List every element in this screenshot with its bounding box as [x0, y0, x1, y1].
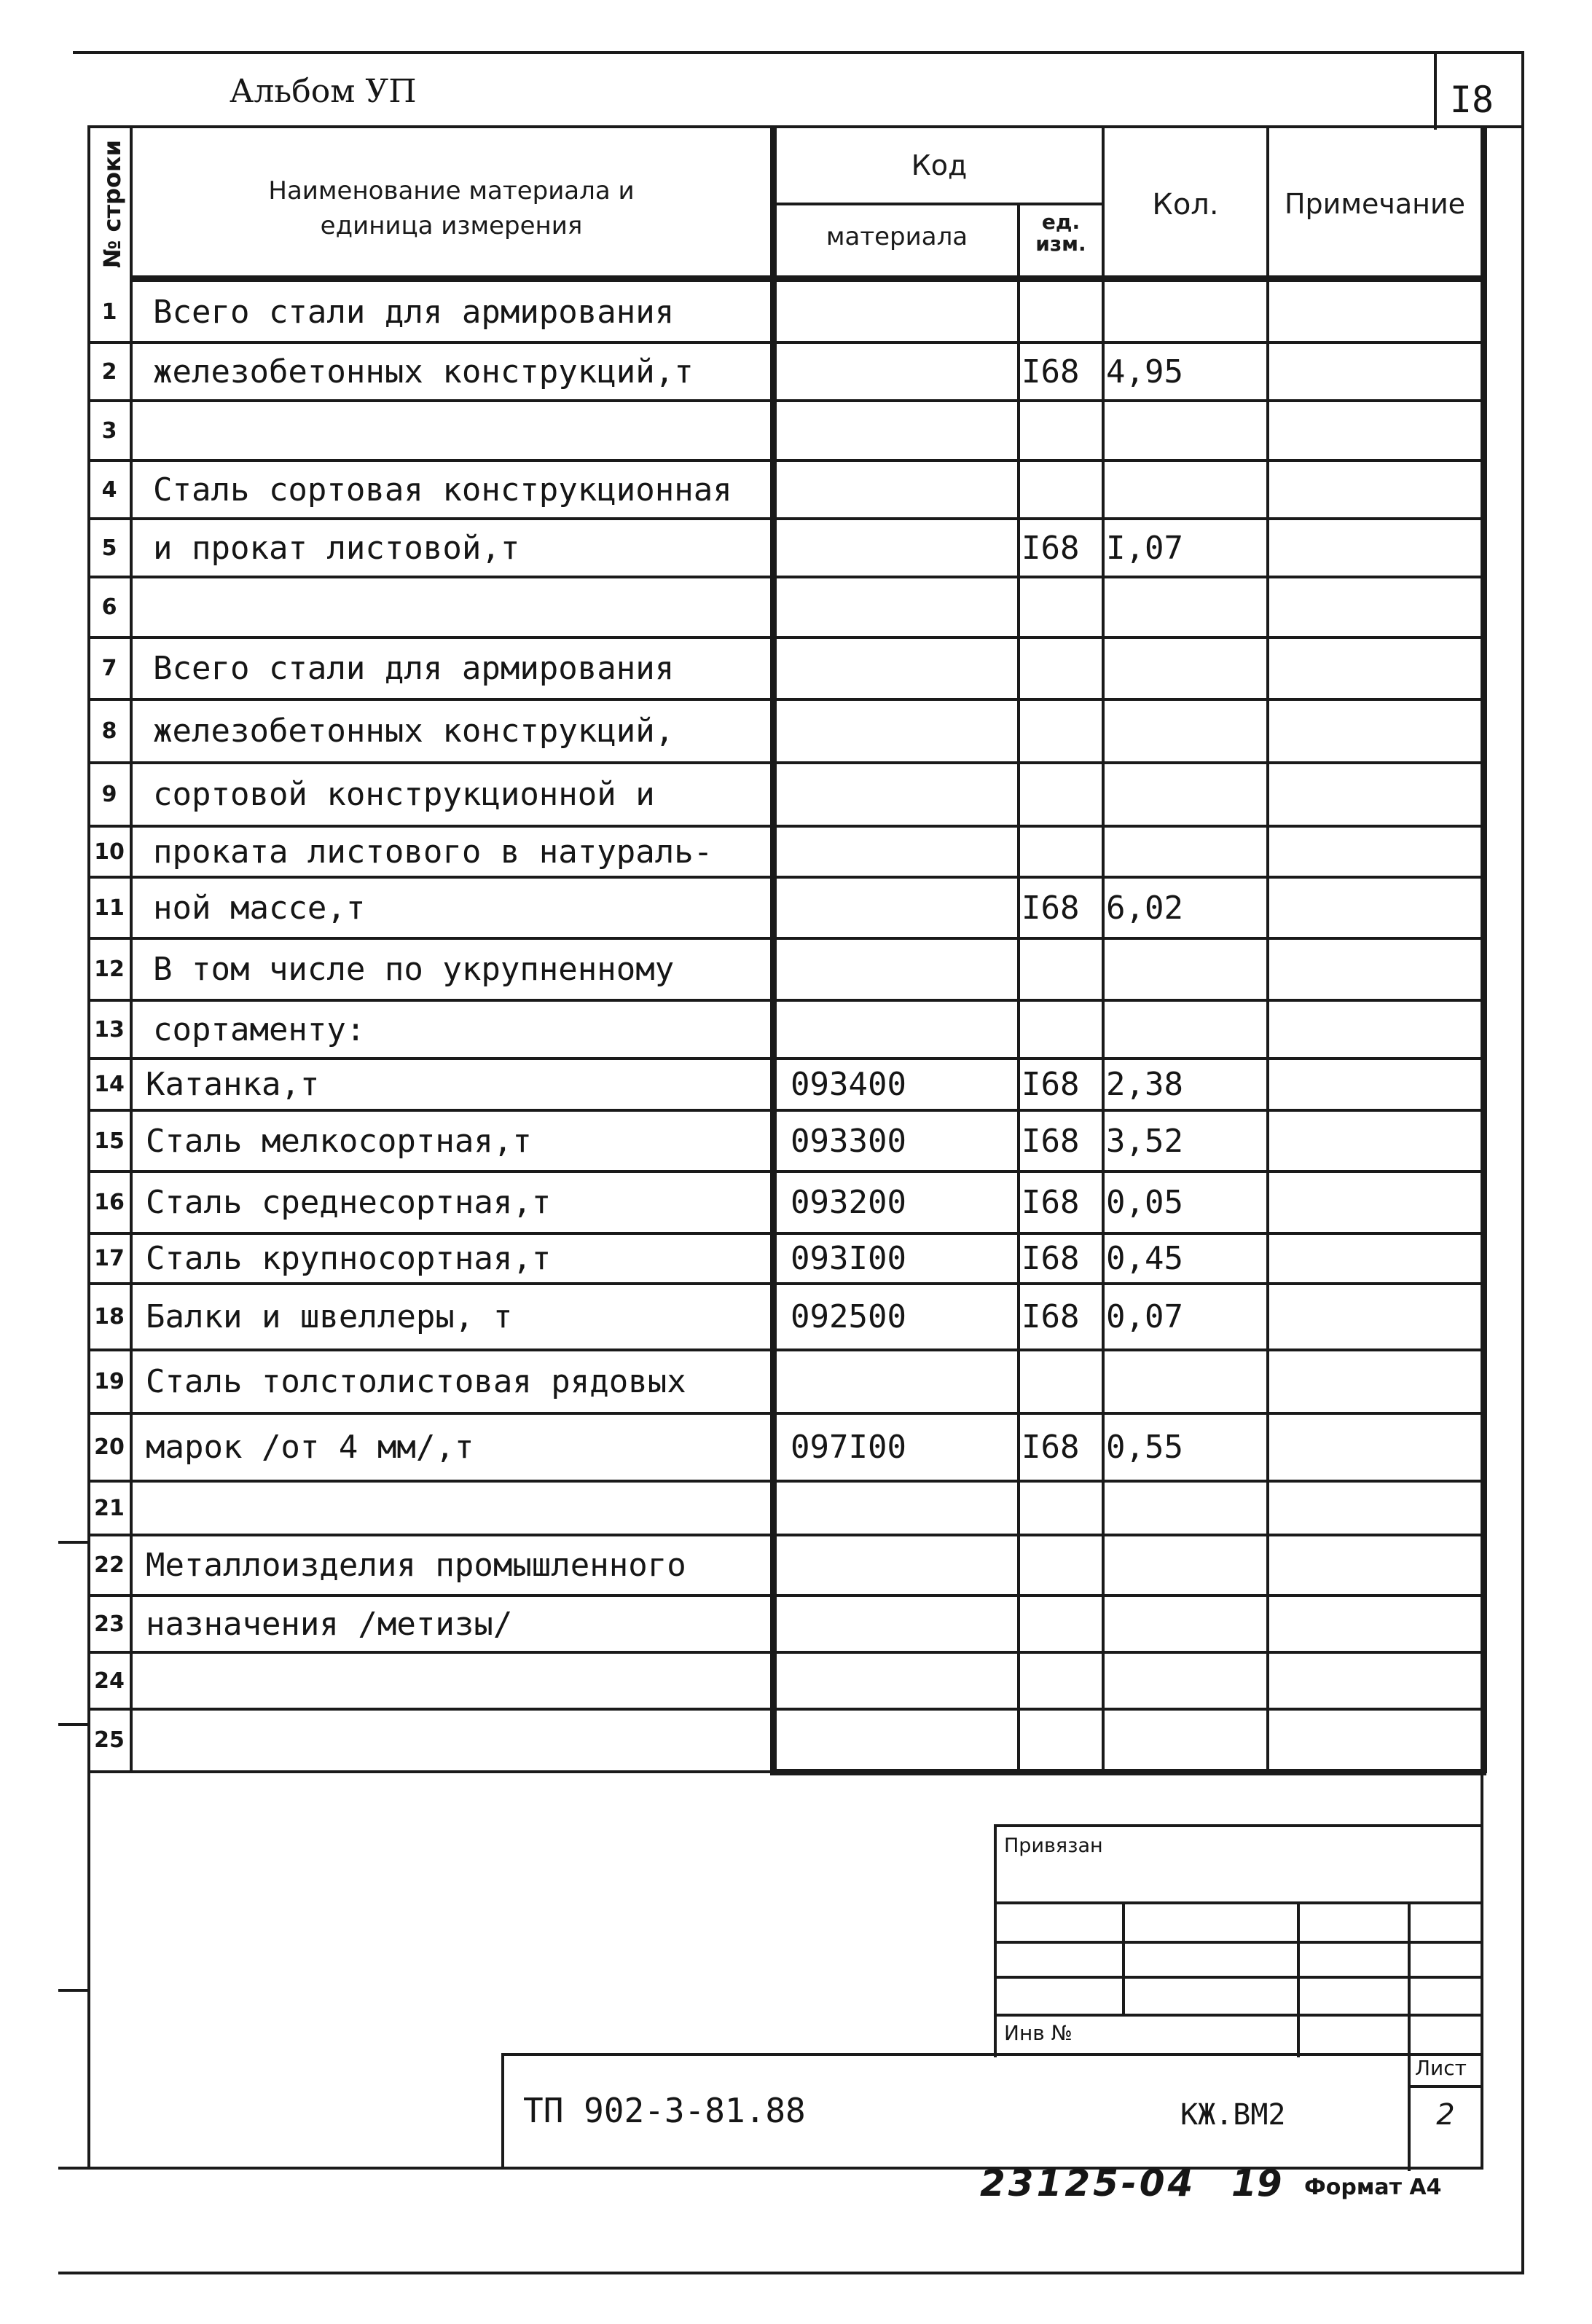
unit-code: I68 [1022, 529, 1080, 567]
title-block-left-line [501, 2053, 504, 2170]
order-suffix: 19 [1231, 2162, 1282, 2205]
binding-tick [58, 1723, 89, 1726]
table-row [87, 1110, 1483, 1171]
row-number: 20 [94, 1434, 125, 1460]
table-row [87, 460, 1483, 519]
material-name: Сталь крупносортная,т [146, 1240, 552, 1277]
material-code: 092500 [791, 1298, 906, 1335]
material-name: сортовой конструкционной и [153, 776, 655, 813]
table-row [87, 1535, 1483, 1595]
row-number: 7 [101, 656, 117, 681]
sheet-label: Лист [1415, 2056, 1467, 2080]
material-name: Сталь толстолистовая рядовых [146, 1363, 686, 1400]
table-row [87, 1000, 1483, 1059]
material-code: 093300 [791, 1122, 906, 1160]
sheet-value: 2 [1436, 2098, 1455, 2132]
stamp-line [501, 2053, 1483, 2056]
row-number: 13 [94, 1016, 125, 1043]
material-name: Катанка,т [146, 1066, 320, 1103]
material-name: сортаменту: [153, 1010, 366, 1048]
quantity: 0,45 [1106, 1240, 1183, 1277]
unit-code: I68 [1022, 889, 1080, 927]
material-name: Сталь мелкосортная,т [146, 1122, 532, 1160]
code-unit-header-line1: ед. [1041, 210, 1081, 234]
material-name: Сталь сортовая конструкционная [153, 471, 732, 509]
material-name: В том числе по укрупненному [153, 951, 675, 988]
table-row [87, 1652, 1483, 1709]
row-number: 6 [101, 594, 117, 620]
stamp-col-line [1297, 1901, 1300, 2057]
privyazan-label: Привязан [1004, 1834, 1103, 1857]
name-header [133, 173, 770, 243]
unit-code: I68 [1022, 1429, 1080, 1466]
row-number: 23 [94, 1611, 125, 1637]
row-number: 24 [94, 1668, 125, 1694]
row-number: 3 [101, 417, 117, 444]
row-number: 25 [94, 1727, 125, 1753]
binding-tick [58, 1541, 89, 1544]
table-row [87, 577, 1483, 637]
name-header-line2: единица измерения [320, 211, 583, 240]
material-name: марок /от 4 мм/,т [146, 1429, 474, 1466]
header-bottom-thick-line [130, 275, 1486, 282]
table-row [87, 1284, 1483, 1350]
row-number: 4 [101, 476, 117, 503]
row-number: 18 [94, 1304, 125, 1330]
row-number: 5 [101, 535, 117, 561]
format-label: Формат А4 [1304, 2175, 1442, 2200]
row-number: 2 [101, 358, 117, 385]
row-number: 1 [101, 299, 117, 325]
frame-right-line [1521, 51, 1524, 2273]
rownum-header-label: № строки [98, 139, 126, 269]
code-header: Код [911, 149, 968, 181]
frame-bottom-line [58, 2272, 1524, 2274]
unit-code: I68 [1022, 353, 1080, 390]
material-name: и прокат листовой,т [153, 529, 520, 567]
row-number: 14 [94, 1072, 125, 1097]
header-bottom-line [87, 125, 1523, 128]
table-bottom-thick-line [770, 1769, 1486, 1775]
table-row [87, 1350, 1483, 1413]
table-row [87, 1233, 1483, 1284]
project-code: ТП 902-3-81.88 [523, 2091, 806, 2130]
material-name: железобетонных конструкций,т [153, 353, 694, 390]
quantity: 4,95 [1106, 353, 1183, 390]
row-number: 10 [94, 839, 125, 865]
stamp-top-line [994, 1824, 1483, 1827]
row-number: 8 [101, 718, 117, 744]
binding-tick [58, 1989, 89, 1992]
table-row [87, 763, 1483, 826]
table-row [87, 1171, 1483, 1233]
material-name: Балки и швеллеры, т [146, 1298, 513, 1335]
unit-code: I68 [1022, 1184, 1080, 1221]
code-material-header: материала [826, 222, 968, 251]
row-number: 19 [94, 1369, 125, 1394]
table-row [87, 877, 1483, 938]
material-code: 093400 [791, 1066, 906, 1103]
table-row [87, 1413, 1483, 1481]
table-row [87, 637, 1483, 699]
table-row [87, 401, 1483, 460]
frame-top-line [73, 51, 1523, 54]
table-row [87, 1481, 1483, 1535]
order-number: 23125-04 [980, 2162, 1196, 2205]
rownum-header [92, 131, 133, 277]
material-name: Сталь среднесортная,т [146, 1184, 552, 1221]
quantity: 2,38 [1106, 1066, 1183, 1103]
sheet-number: I8 [1449, 79, 1494, 121]
note-header: Примечание [1284, 188, 1466, 220]
quantity: I,07 [1106, 529, 1183, 567]
table-row [87, 826, 1483, 877]
table-row [87, 282, 1483, 342]
row-number: 17 [94, 1246, 125, 1271]
document-code: КЖ.ВМ2 [1180, 2098, 1286, 2132]
table-row [87, 1709, 1483, 1770]
table-row [87, 342, 1483, 401]
material-name: Металлоизделия промышленного [146, 1547, 686, 1584]
material-code: 093I00 [791, 1240, 906, 1277]
material-name: назначения /метизы/ [146, 1605, 513, 1643]
material-name: железобетонных конструкций, [153, 712, 675, 750]
row-number: 15 [94, 1128, 125, 1154]
album-title: Альбом УП [230, 73, 417, 110]
unit-code: I68 [1022, 1122, 1080, 1160]
quantity: 3,52 [1106, 1122, 1183, 1160]
material-code: 093200 [791, 1184, 906, 1221]
qty-header: Кол. [1152, 188, 1219, 221]
table-bottom-line [87, 1770, 772, 1773]
row-number: 12 [94, 957, 125, 982]
quantity: 0,55 [1106, 1429, 1183, 1466]
table-row [87, 699, 1483, 763]
table-row [87, 938, 1483, 1000]
inv-no-label: Инв № [1004, 2021, 1073, 2045]
code-unit-header-line2: изм. [1035, 232, 1086, 256]
unit-code: I68 [1022, 1240, 1080, 1277]
material-name: ной массе,т [153, 889, 366, 927]
row-number: 16 [94, 1190, 125, 1215]
row-number: 22 [94, 1552, 125, 1578]
material-name: Всего стали для армирования [153, 294, 675, 331]
material-name: Всего стали для армирования [153, 650, 675, 687]
unit-code: I68 [1022, 1066, 1080, 1103]
code-unit-header [1020, 211, 1102, 255]
stamp-col-line [1122, 1901, 1125, 2015]
name-header-line1: Наименование материала и [268, 176, 635, 205]
material-name: проката листового в натураль- [153, 833, 713, 871]
row-number: 9 [101, 782, 117, 807]
table-row [87, 1595, 1483, 1652]
row-number: 21 [94, 1495, 125, 1521]
table-row [87, 519, 1483, 577]
sheet-label-line [1408, 2085, 1483, 2088]
table-row [87, 1059, 1483, 1110]
quantity: 6,02 [1106, 889, 1183, 927]
code-subheader-line [770, 203, 1103, 205]
quantity: 0,05 [1106, 1184, 1183, 1221]
unit-code: I68 [1022, 1298, 1080, 1335]
quantity: 0,07 [1106, 1298, 1183, 1335]
row-number: 11 [94, 895, 125, 921]
material-code: 097I00 [791, 1429, 906, 1466]
